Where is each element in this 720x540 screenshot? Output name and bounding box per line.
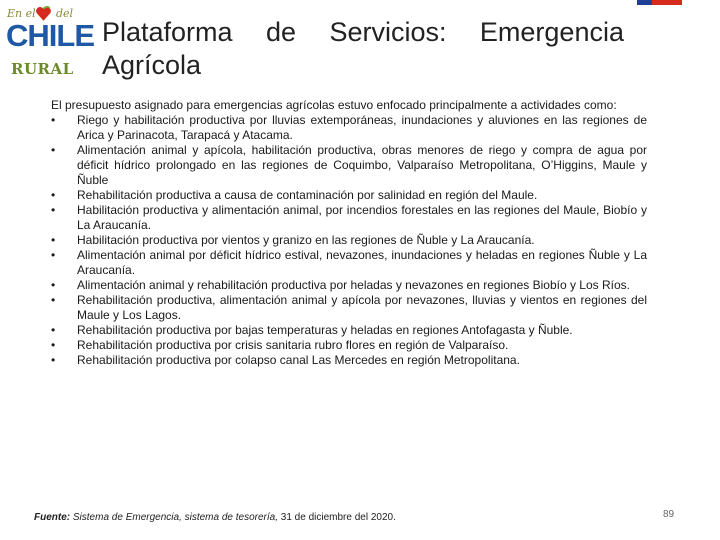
flag-blue-segment	[637, 0, 652, 5]
bullet-icon: •	[51, 233, 56, 247]
logo-main-text: CHILE	[6, 18, 94, 53]
title-word: Emergencia	[479, 17, 624, 47]
list-item-text: Habilitación productiva y alimentación animal, por incendios forestales en las regiones del Maule, Biobío y La Araucanía.	[77, 203, 647, 232]
title-word: de	[265, 17, 297, 47]
logo-top-right: del	[56, 7, 74, 20]
footnote-label: Fuente:	[34, 512, 71, 523]
list-item-text: Rehabilitación productiva por bajas temperaturas y heladas en regiones Antofagasta y Ñuble.	[77, 323, 573, 337]
list-item	[51, 293, 647, 323]
bullet-icon: •	[51, 203, 56, 217]
list-item	[51, 278, 647, 293]
bullet-icon: •	[51, 353, 56, 367]
list-item	[51, 143, 647, 188]
bullet-icon: •	[51, 323, 56, 337]
chile-rural-logo	[5, 4, 94, 84]
bullet-icon: •	[51, 113, 56, 127]
footnote-source: Sistema de Emergencia, sistema de tesorería,	[70, 512, 278, 523]
list-item-text: Rehabilitación productiva por crisis sanitaria rubro flores en región de Valparaíso.	[77, 338, 509, 352]
list-item-text: Riego y habilitación productiva por lluvias extemporáneas, inundaciones y aluviones en las regiones de Arica y Parinacota, Tarapacá y Atacama.	[77, 113, 647, 142]
emergency-activities-list	[51, 113, 647, 368]
flag-red-segment	[652, 0, 682, 5]
footnote-date: 31 de diciembre del 2020.	[277, 512, 396, 523]
list-item	[51, 203, 647, 233]
list-item	[51, 248, 647, 278]
body-content	[51, 98, 647, 368]
title-line-2: Agrícola	[102, 50, 202, 80]
list-item-text: Rehabilitación productiva, alimentación animal y apícola por nevazones, lluvias y vientos en regiones del Maule y Los Lagos.	[77, 293, 647, 322]
list-item	[51, 233, 647, 248]
list-item-text: Alimentación animal por déficit hídrico estival, nevazones, inundaciones y heladas en regiones Ñuble y La Araucanía.	[77, 248, 647, 277]
title-word: Servicios:	[329, 17, 447, 47]
bullet-icon: •	[51, 338, 56, 352]
list-item	[51, 113, 647, 143]
bullet-icon: •	[51, 293, 56, 307]
bullet-icon: •	[51, 248, 56, 262]
logo-sub-text: RURAL	[11, 60, 74, 78]
list-item-text: Rehabilitación productiva a causa de contaminación por salinidad en región del Maule.	[77, 188, 538, 202]
list-item	[51, 188, 647, 203]
list-item-text: Rehabilitación productiva por colapso canal Las Mercedes en región Metropolitana.	[77, 353, 520, 367]
page-number: 89	[663, 509, 675, 520]
bullet-icon: •	[51, 143, 56, 157]
list-item	[51, 353, 647, 368]
flag-stripe	[637, 0, 682, 5]
list-item-text: Alimentación animal y apícola, habilitación productiva, obras menores de riego y compra de agua por déficit hídrico prolongado en las regiones de Coquimbo, Valparaíso Metropolitana, O’Higgins, Maule y Ñuble	[77, 143, 647, 187]
source-footnote	[34, 512, 396, 523]
bullet-icon: •	[51, 278, 56, 292]
list-item-text: Habilitación productiva por vientos y granizo en las regiones de Ñuble y La Araucanía.	[77, 233, 535, 247]
list-item	[51, 323, 647, 338]
page-title	[102, 16, 624, 82]
logo-top-left: En el	[7, 7, 36, 20]
list-item-text: Alimentación animal y rehabilitación productiva por heladas y nevazones en regiones Biobío y Los Ríos.	[77, 278, 630, 292]
title-word: Plataforma	[102, 17, 233, 47]
intro-paragraph: El presupuesto asignado para emergencias agrícolas estuvo enfocado principalmente a actividades como:	[51, 98, 617, 112]
list-item	[51, 338, 647, 353]
bullet-icon: •	[51, 188, 56, 202]
title-line-1	[102, 16, 624, 49]
